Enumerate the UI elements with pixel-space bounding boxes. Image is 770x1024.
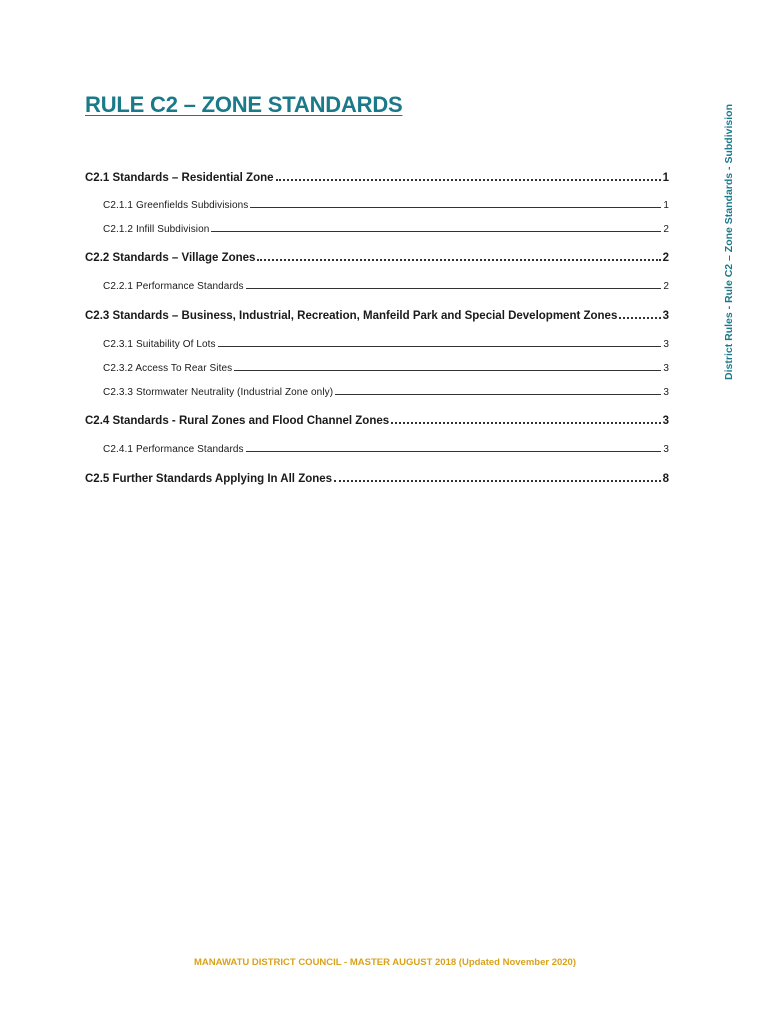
toc-label: C2.2.1 Performance Standards [103,281,244,292]
toc-label: C2.4.1 Performance Standards [103,444,244,455]
toc-leader [335,394,661,395]
toc-entry-c2-3-2[interactable] [103,358,669,374]
toc-leader [276,179,661,181]
toc-label: C2.1 Standards – Residential Zone [85,172,274,184]
toc-entry-c2-2-1[interactable] [103,276,669,292]
toc-entry-c2-2[interactable] [85,248,669,264]
toc-entry-c2-3[interactable] [85,306,669,322]
toc-page-number: 3 [663,363,669,374]
page-footer [0,957,770,968]
side-header [718,92,740,392]
toc-page-number: 3 [662,310,669,322]
toc-leader [391,422,660,424]
toc-page-number: 1 [662,172,669,184]
toc-entry-c2-3-1[interactable] [103,334,669,350]
toc-entry-c2-3-3[interactable] [103,382,669,398]
toc-entry-c2-1[interactable] [85,168,669,184]
toc-page-number: 3 [662,415,669,427]
toc-entry-c2-4[interactable] [85,411,669,427]
toc-label: C2.3 Standards – Business, Industrial, Recreation, Manfeild Park and Special Development Zones [85,310,618,322]
footer-separator: - [341,957,350,968]
toc-leader [234,370,661,371]
toc-page-number: 8 [662,473,669,485]
toc-leader [257,259,660,261]
toc-page-number: 1 [663,200,669,211]
toc-page-number: 3 [663,387,669,398]
toc-leader [334,480,661,482]
footer-council: MANAWATU DISTRICT COUNCIL [194,957,342,968]
toc-leader [211,231,661,232]
toc-entry-c2-5[interactable] [85,469,669,485]
toc-label: C2.1.1 Greenfields Subdivisions [103,200,249,211]
toc-leader [246,451,662,452]
toc-label: C2.2 Standards – Village Zones [85,252,256,264]
toc-page-number: 2 [662,252,669,264]
toc-leader [218,346,662,347]
page-title: RULE C2 – ZONE STANDARDS [85,92,403,117]
toc-page-number: 2 [663,281,669,292]
toc-label: C2.3.2 Access To Rear Sites [103,363,233,374]
toc-page-number: 2 [663,224,669,235]
toc-label: C2.1.2 Infill Subdivision [103,224,210,235]
toc-entry-c2-1-1[interactable] [103,195,669,211]
toc-label: C2.3.3 Stormwater Neutrality (Industrial Zone only) [103,387,334,398]
side-header-text: District Rules - Rule C2 – Zone Standards - Subdivision [723,104,735,380]
toc-label: C2.4 Standards - Rural Zones and Flood Channel Zones [85,415,390,427]
toc-page-number: 3 [663,444,669,455]
toc-page-number: 3 [663,339,669,350]
toc-leader [619,317,660,319]
toc-leader [250,207,661,208]
toc-label: C2.5 Further Standards Applying In All Zones [85,473,333,485]
toc-entry-c2-4-1[interactable] [103,439,669,455]
footer-edition: MASTER AUGUST 2018 (Updated November 2020) [349,957,576,968]
toc-entry-c2-1-2[interactable] [103,219,669,235]
toc-label: C2.3.1 Suitability Of Lots [103,339,216,350]
toc-leader [246,288,662,289]
